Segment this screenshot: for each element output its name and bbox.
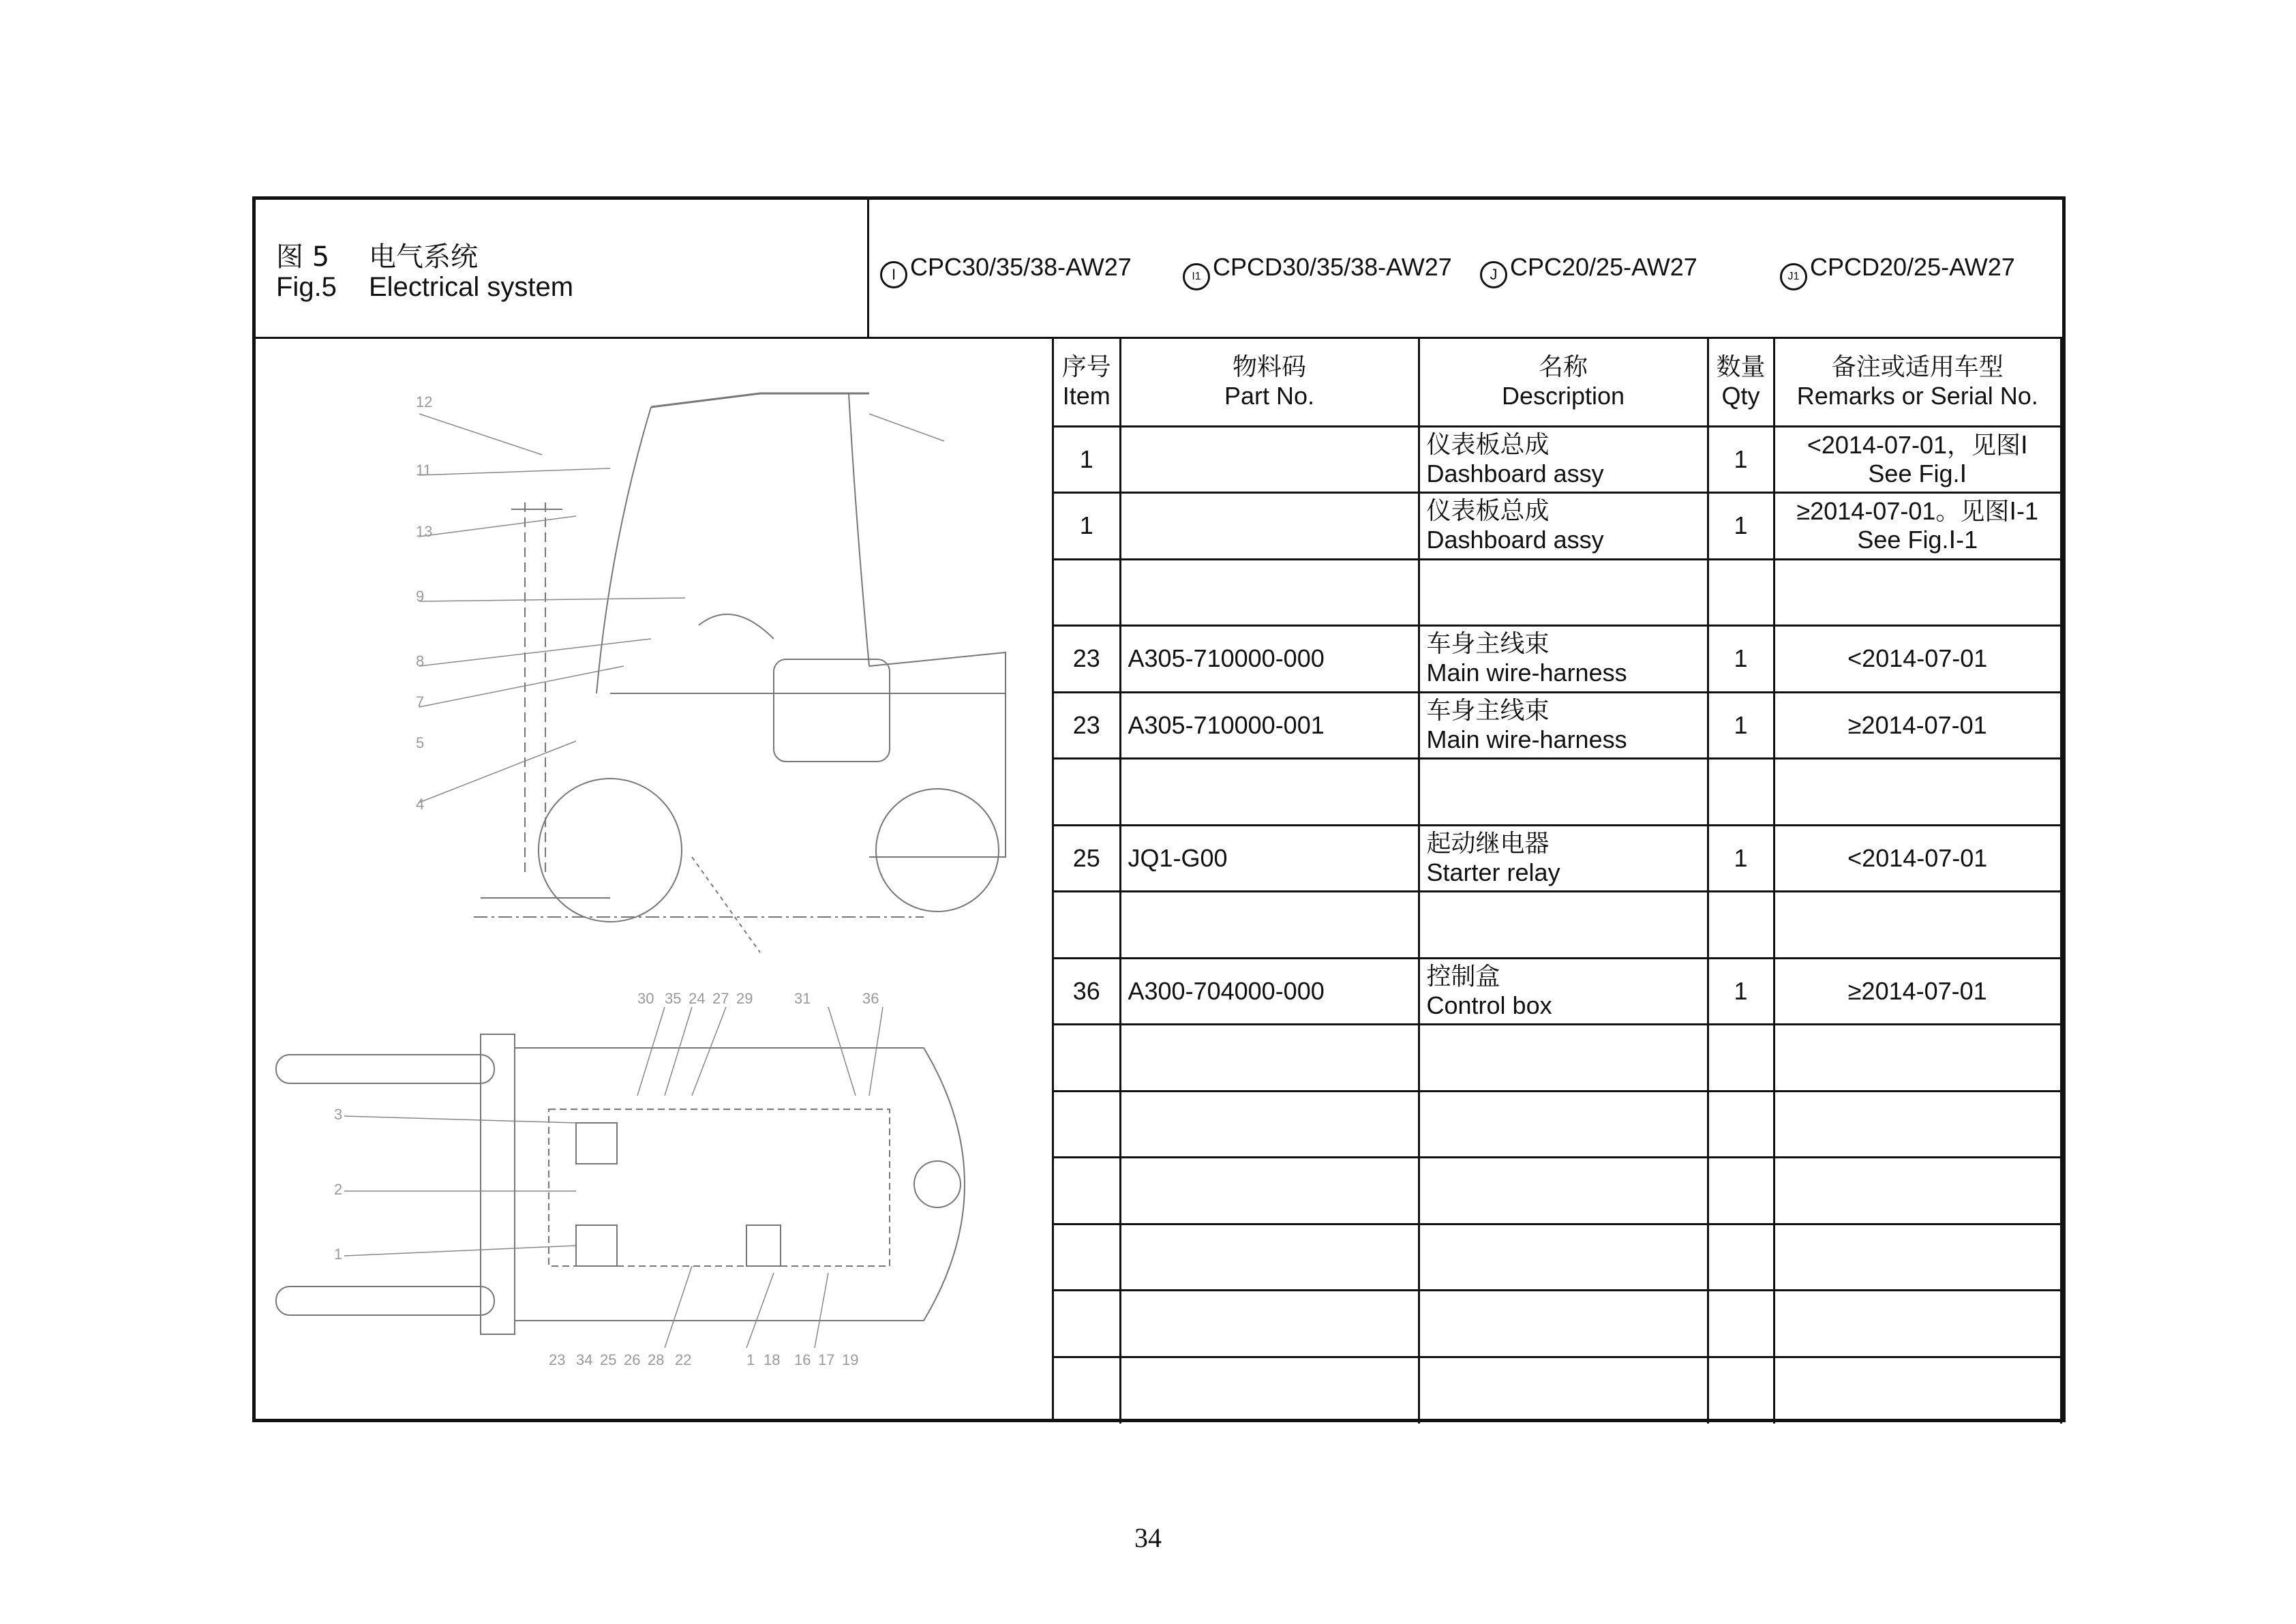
cell-item <box>1054 1224 1120 1291</box>
callout-23: 23 <box>549 1351 566 1368</box>
figure-title-cn <box>276 235 478 274</box>
cell-item <box>1054 559 1120 626</box>
callout-4: 4 <box>416 796 425 813</box>
cell-part-no <box>1120 892 1419 959</box>
model-mark-icon: I <box>880 261 907 288</box>
table-row <box>1054 692 2061 759</box>
callout-7: 7 <box>416 693 425 710</box>
model-item <box>1183 253 1452 290</box>
callout-30: 30 <box>637 990 654 1007</box>
cell-part-no <box>1120 559 1419 626</box>
cell-item: 1 <box>1054 493 1120 560</box>
cell-part-no <box>1120 1025 1419 1092</box>
table-row <box>1054 825 2061 892</box>
callout-16: 16 <box>794 1351 811 1368</box>
parts-list <box>1052 339 2062 1419</box>
forklift-diagram <box>256 339 1052 1419</box>
callout-25: 25 <box>600 1351 617 1368</box>
callout-24: 24 <box>689 990 706 1007</box>
figure-title <box>256 200 869 337</box>
top-view <box>276 990 965 1368</box>
callout-31: 31 <box>794 990 811 1007</box>
cell-remarks <box>1774 759 2061 826</box>
cell-part-no: A300-704000-000 <box>1120 958 1419 1025</box>
model-name: CPC30/35/38-AW27 <box>910 253 1132 281</box>
cell-description: 起动继电器 Starter relay <box>1419 825 1708 892</box>
cell-description: 仪表板总成 Dashboard assy <box>1419 493 1708 560</box>
cell-part-no <box>1120 493 1419 560</box>
cell-qty <box>1708 892 1774 959</box>
header-description: 名称 Description <box>1419 339 1708 426</box>
cell-qty <box>1708 1158 1774 1224</box>
table-row <box>1054 626 2061 693</box>
cell-part-no <box>1120 1091 1419 1158</box>
callout-34: 34 <box>576 1351 593 1368</box>
figure-header <box>256 200 2062 339</box>
callout-2: 2 <box>334 1181 343 1198</box>
table-row <box>1054 1158 2061 1224</box>
callout-29: 29 <box>736 990 753 1007</box>
callout-18: 18 <box>764 1351 781 1368</box>
table-row <box>1054 1291 2061 1357</box>
callout-5: 5 <box>416 734 425 751</box>
cell-remarks <box>1774 892 2061 959</box>
cell-part-no <box>1120 1357 1419 1424</box>
callout-11: 11 <box>416 462 432 479</box>
cell-item: 23 <box>1054 626 1120 693</box>
cell-remarks <box>1774 559 2061 626</box>
cell-item: 36 <box>1054 958 1120 1025</box>
callout-17: 17 <box>818 1351 835 1368</box>
figure-number-en: Fig.5 <box>276 272 337 302</box>
page-number: 34 <box>1134 1522 1162 1553</box>
cell-remarks: ≥2014-07-01 <box>1774 958 2061 1025</box>
cell-description <box>1419 759 1708 826</box>
cell-qty: 1 <box>1708 493 1774 560</box>
callout-27: 27 <box>712 990 729 1007</box>
cell-description <box>1419 1291 1708 1357</box>
cell-qty <box>1708 1091 1774 1158</box>
figure-frame <box>252 196 2066 1422</box>
cell-part-no: A305-710000-001 <box>1120 692 1419 759</box>
callout-9: 9 <box>416 588 425 605</box>
callout-28: 28 <box>648 1351 665 1368</box>
table-row <box>1054 493 2061 560</box>
cell-remarks <box>1774 1357 2061 1424</box>
parts-table <box>1054 339 2062 1424</box>
cell-qty: 1 <box>1708 825 1774 892</box>
figure-name-en: Electrical system <box>369 272 574 302</box>
cell-qty <box>1708 559 1774 626</box>
model-name: CPCD20/25-AW27 <box>1810 253 2015 281</box>
cell-description <box>1419 1357 1708 1424</box>
callout-36: 36 <box>862 990 879 1007</box>
cell-qty: 1 <box>1708 426 1774 493</box>
cell-item <box>1054 1357 1120 1424</box>
cell-item <box>1054 892 1120 959</box>
cell-description: 控制盒 Control box <box>1419 958 1708 1025</box>
model-name: CPC20/25-AW27 <box>1510 253 1697 281</box>
callout-3: 3 <box>334 1106 343 1123</box>
header-remarks: 备注或适用车型 Remarks or Serial No. <box>1774 339 2061 426</box>
table-row <box>1054 1224 2061 1291</box>
cell-remarks <box>1774 1091 2061 1158</box>
cell-item <box>1054 1091 1120 1158</box>
cell-part-no: JQ1-G00 <box>1120 825 1419 892</box>
cell-qty <box>1708 759 1774 826</box>
cell-remarks <box>1774 1224 2061 1291</box>
cell-part-no <box>1120 426 1419 493</box>
figure-number-cn: 图 5 <box>276 241 330 273</box>
cell-item <box>1054 759 1120 826</box>
cell-item: 23 <box>1054 692 1120 759</box>
model-item <box>1480 253 1697 288</box>
callout-22: 22 <box>675 1351 692 1368</box>
cell-description <box>1419 892 1708 959</box>
cell-qty <box>1708 1291 1774 1357</box>
cell-qty: 1 <box>1708 692 1774 759</box>
cell-remarks: <2014-07-01 <box>1774 825 2061 892</box>
table-row <box>1054 892 2061 959</box>
cell-qty: 1 <box>1708 958 1774 1025</box>
cell-part-no <box>1120 759 1419 826</box>
table-row <box>1054 1091 2061 1158</box>
table-row <box>1054 1025 2061 1092</box>
callout-19: 19 <box>842 1351 859 1368</box>
model-list <box>869 200 2062 337</box>
cell-item: 1 <box>1054 426 1120 493</box>
cell-description <box>1419 1224 1708 1291</box>
header-item: 序号 Item <box>1054 339 1120 426</box>
table-header-row <box>1054 339 2061 426</box>
cell-description <box>1419 1091 1708 1158</box>
header-qty: 数量 Qty <box>1708 339 1774 426</box>
model-name: CPCD30/35/38-AW27 <box>1213 253 1452 281</box>
cell-remarks: <2014-07-01，见图Ⅰ See Fig.Ⅰ <box>1774 426 2061 493</box>
table-row <box>1054 759 2061 826</box>
model-item <box>880 253 1132 288</box>
side-view <box>416 393 1006 952</box>
cell-remarks <box>1774 1158 2061 1224</box>
cell-part-no <box>1120 1158 1419 1224</box>
cell-part-no <box>1120 1291 1419 1357</box>
model-mark-icon: J1 <box>1780 263 1807 290</box>
figure-name-cn: 电气系统 <box>369 241 478 273</box>
callout-1: 1 <box>334 1246 343 1263</box>
cell-remarks <box>1774 1025 2061 1092</box>
cell-item <box>1054 1158 1120 1224</box>
cell-qty <box>1708 1224 1774 1291</box>
cell-qty <box>1708 1025 1774 1092</box>
electrical-system-drawing <box>256 339 1052 1419</box>
callout-26: 26 <box>624 1351 641 1368</box>
callout-8: 8 <box>416 652 425 670</box>
cell-remarks: ≥2014-07-01 <box>1774 692 2061 759</box>
cell-qty: 1 <box>1708 626 1774 693</box>
cell-remarks: <2014-07-01 <box>1774 626 2061 693</box>
cell-remarks: ≥2014-07-01。见图Ⅰ-1 See Fig.Ⅰ-1 <box>1774 493 2061 560</box>
cell-part-no <box>1120 1224 1419 1291</box>
cell-part-no: A305-710000-000 <box>1120 626 1419 693</box>
table-row <box>1054 1357 2061 1424</box>
model-mark-icon: I1 <box>1183 263 1210 290</box>
cell-description: 仪表板总成 Dashboard assy <box>1419 426 1708 493</box>
cell-qty <box>1708 1357 1774 1424</box>
table-row <box>1054 426 2061 493</box>
cell-item: 25 <box>1054 825 1120 892</box>
table-row <box>1054 958 2061 1025</box>
callout-12: 12 <box>416 393 433 410</box>
callout-35: 35 <box>665 990 682 1007</box>
cell-description: 车身主线束 Main wire-harness <box>1419 692 1708 759</box>
callout-1b: 1 <box>746 1351 755 1368</box>
model-item <box>1780 253 2015 290</box>
cell-description: 车身主线束 Main wire-harness <box>1419 626 1708 693</box>
header-part-no: 物料码 Part No. <box>1120 339 1419 426</box>
model-mark-icon: J <box>1480 261 1507 288</box>
cell-remarks <box>1774 1291 2061 1357</box>
cell-description <box>1419 1158 1708 1224</box>
callout-13: 13 <box>416 523 433 540</box>
figure-title-en <box>276 272 573 303</box>
cell-description <box>1419 559 1708 626</box>
cell-item <box>1054 1025 1120 1092</box>
cell-item <box>1054 1291 1120 1357</box>
table-row <box>1054 559 2061 626</box>
cell-description <box>1419 1025 1708 1092</box>
